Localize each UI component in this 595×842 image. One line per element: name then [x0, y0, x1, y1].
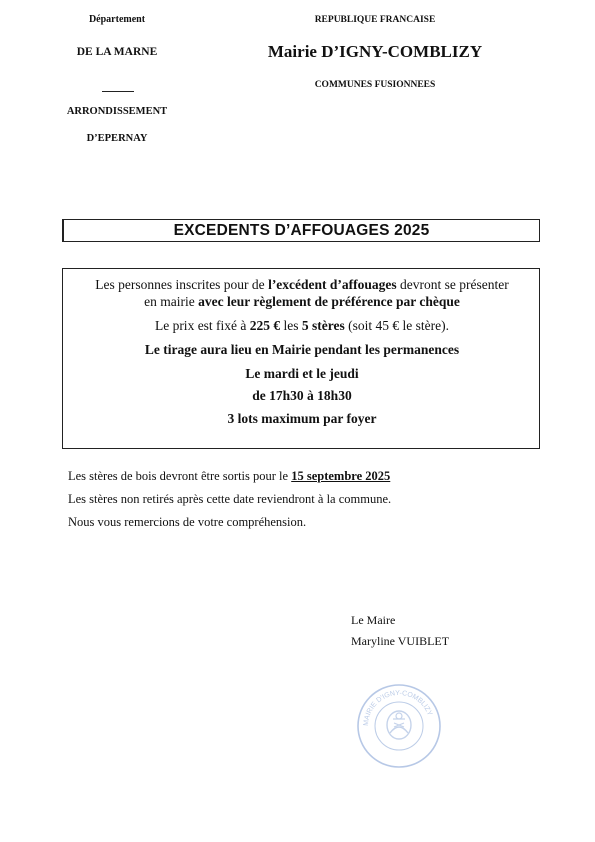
info-line-5: Le mardi et le jeudi — [245, 366, 359, 381]
info-line-2-b: avec leur règlement de préférence par chèque — [198, 294, 460, 309]
body-paragraph-1 — [68, 469, 390, 484]
signature-name: Maryline VUIBLET — [351, 634, 450, 648]
info-line-3-d: 5 stères — [301, 318, 345, 333]
header-divider — [102, 91, 134, 92]
info-line-3-e: (soit 45 € le stère). — [344, 318, 450, 333]
info-box — [62, 268, 540, 449]
info-line-7: 3 lots maximum par foyer — [227, 411, 377, 426]
document-title: EXCEDENTS D’AFFOUAGES 2025 — [62, 219, 540, 242]
info-line-4: Le tirage aura lieu en Mairie pendant les permanences — [144, 342, 460, 357]
communes-label: COMMUNES FUSIONNEES — [314, 80, 436, 90]
stamp-text: MAIRIE D'IGNY-COMBLIZY — [362, 689, 434, 727]
arrondissement-label: ARRONDISSEMENT — [66, 106, 168, 117]
mairie-title: Mairie D’IGNY-COMBLIZY — [267, 42, 483, 61]
arrondissement-name: D’EPERNAY — [86, 133, 148, 144]
body-paragraph-3: Nous vous remercions de votre compréhension. — [68, 515, 307, 529]
info-line-1-c: devront se présenter — [396, 277, 509, 292]
info-line-1 — [63, 277, 541, 293]
info-line-3-c: les — [280, 318, 302, 333]
info-line-2 — [63, 294, 541, 310]
stamp-seal-icon — [356, 683, 442, 769]
signature-title: Le Maire — [351, 613, 396, 627]
info-line-1-a: Les personnes inscrites pour de — [95, 277, 269, 292]
info-line-3 — [63, 318, 541, 334]
mairie-stamp — [356, 683, 442, 769]
departement-name: DE LA MARNE — [76, 46, 158, 58]
info-line-1-b: l’excédent d’affouages — [268, 277, 397, 292]
info-line-6: de 17h30 à 18h30 — [252, 388, 352, 403]
deadline-date: 15 septembre 2025 — [291, 469, 391, 483]
departement-label: Département — [88, 14, 146, 25]
info-line-3-b: 225 € — [249, 318, 281, 333]
body-paragraph-2: Les stères non retirés après cette date reviendront à la commune. — [68, 492, 392, 506]
republique-label: REPUBLIQUE FRANCAISE — [314, 15, 436, 25]
body-paragraph-1-a: Les stères de bois devront être sortis pour le — [68, 469, 292, 483]
info-line-2-a: en mairie — [144, 294, 199, 309]
info-line-3-a: Le prix est fixé à — [154, 318, 250, 333]
